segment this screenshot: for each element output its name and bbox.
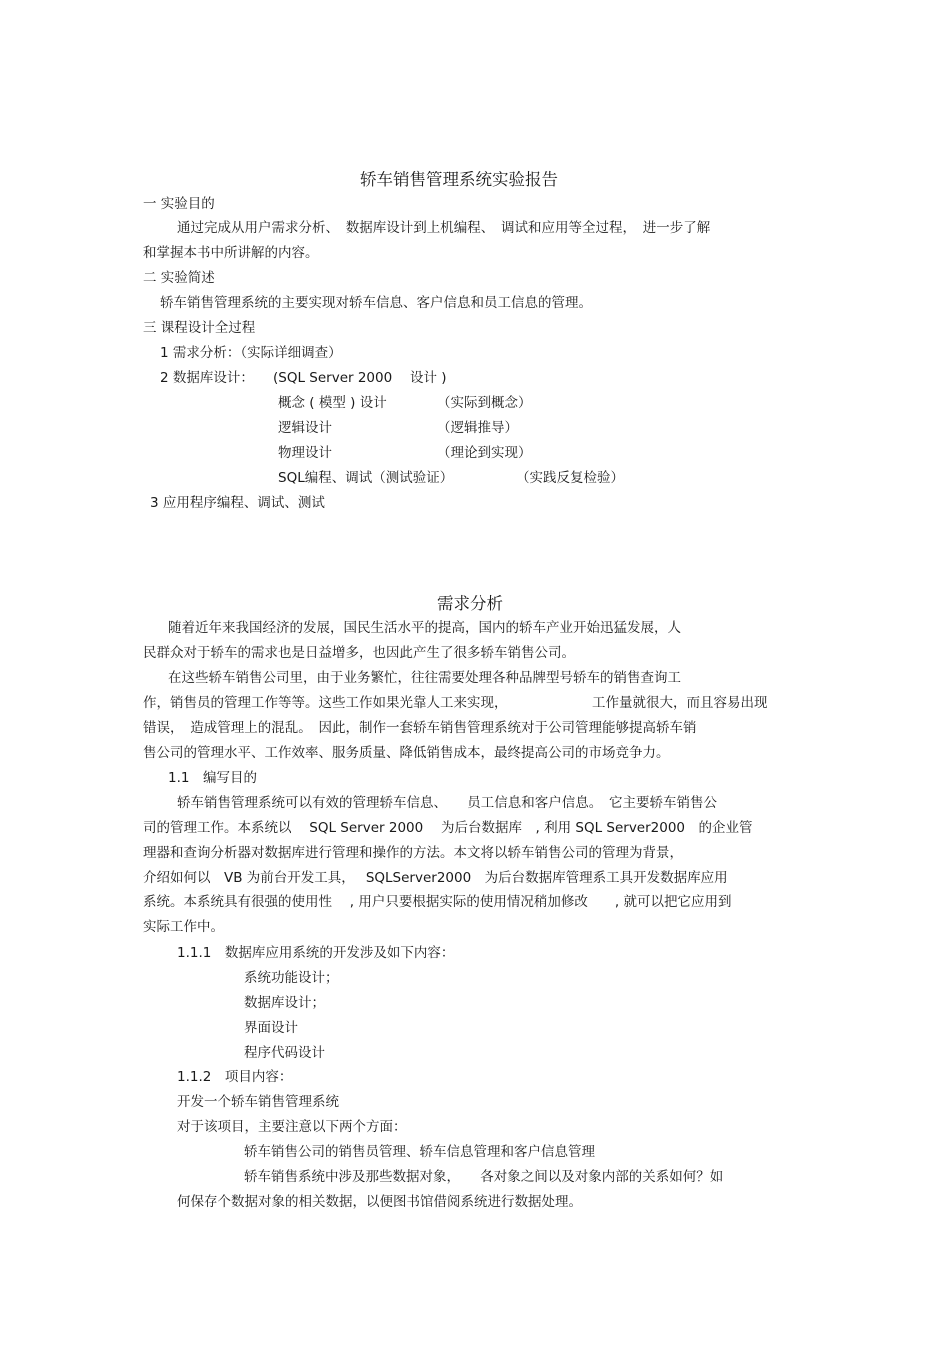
focus-item-2-line-1: 轿车销售系统中涉及那些数据对象， 各对象之间以及对象内部的关系如何？如 xyxy=(244,1169,724,1185)
problem-line-1: 在这些轿车销售公司里，由于业务繁忙，往往需要处理各种品牌型号轿车的销售查询工 xyxy=(168,670,681,686)
design-step-3: 物理设计 xyxy=(278,445,332,461)
content-item-2: 数据库设计； xyxy=(244,995,325,1011)
content-item-4: 程序代码设计 xyxy=(244,1045,325,1061)
design-step-2: 逻辑设计 xyxy=(278,420,332,436)
report-title: 轿车销售管理系统实验报告 xyxy=(360,170,558,189)
project-line-2: 对于该项目，主要注意以下两个方面： xyxy=(177,1119,407,1135)
process-item-1: 1 需求分析：（实际详细调查） xyxy=(160,345,342,361)
problem-line-2a: 作，销售员的管理工作等等。这些工作如果光靠人工来实现， xyxy=(143,695,508,711)
purpose-detail-line-3: 理器和查询分析器对数据库进行管理和操作的方法。本文将以轿车销售公司的管理为背景， xyxy=(143,845,683,861)
focus-item-2-line-2: 何保存个数据对象的相关数据，以便图书馆借阅系统进行数据处理。 xyxy=(177,1194,582,1210)
content-item-3: 界面设计 xyxy=(244,1020,298,1036)
design-step-2-note: （逻辑推导） xyxy=(437,420,518,436)
section-heading-summary: 二 实验简述 xyxy=(143,270,215,286)
summary-line: 轿车销售管理系统的主要实现对轿车信息、客户信息和员工信息的管理。 xyxy=(160,295,592,311)
design-step-3-note: （理论到实现） xyxy=(437,445,532,461)
problem-line-2b: 工作量就很大，而且容易出现 xyxy=(592,695,768,711)
heading-1-1: 1.1 编写目的 xyxy=(168,770,257,786)
content-item-1: 系统功能设计； xyxy=(244,970,339,986)
process-item-2: 2 数据库设计： xyxy=(160,370,254,386)
project-line-1: 开发一个轿车销售管理系统 xyxy=(177,1094,339,1110)
problem-line-3: 错误， 造成管理上的混乱。 因此，制作一套轿车销售管理系统对于公司管理能够提高轿车销 xyxy=(143,720,697,736)
problem-line-4: 售公司的管理水平、工作效率、服务质量、降低销售成本，最终提高公司的市场竞争力。 xyxy=(143,745,670,761)
section-heading-purpose: 一 实验目的 xyxy=(143,196,215,212)
heading-1-1-1: 1.1.1 数据库应用系统的开发涉及如下内容： xyxy=(177,945,455,961)
purpose-detail-line-1: 轿车销售管理系统可以有效的管理轿车信息、 员工信息和客户信息。 它主要轿车销售公 xyxy=(177,795,717,811)
heading-1-1-2: 1.1.2 项目内容： xyxy=(177,1069,293,1085)
purpose-detail-line-4: 介绍如何以 VB 为前台开发工具， SQLServer2000 为后台数据库管理系工具开发数据库应用 xyxy=(143,870,728,886)
requirements-title: 需求分析 xyxy=(437,594,503,613)
purpose-detail-line-2: 司的管理工作。本系统以 SQL Server 2000 为后台数据库 , 利用 SQL Server2000 的企业管 xyxy=(143,820,753,836)
purpose-line-2: 和掌握本书中所讲解的内容。 xyxy=(143,245,319,261)
design-step-1-note: （实际到概念） xyxy=(437,395,532,411)
purpose-line-1: 通过完成从用户需求分析、 数据库设计到上机编程、 调试和应用等全过程， 进一步了解 xyxy=(177,220,711,236)
purpose-detail-line-6: 实际工作中。 xyxy=(143,919,224,935)
design-step-4-note: （实践反复检验） xyxy=(516,470,624,486)
section-heading-process: 三 课程设计全过程 xyxy=(143,320,256,336)
process-item-3: 3 应用程序编程、调试、测试 xyxy=(150,495,325,511)
process-item-2-tool: (SQL Server 2000 设计 ) xyxy=(273,370,447,386)
design-step-4: SQL编程、调试（测试验证） xyxy=(278,470,454,486)
purpose-detail-line-5: 系统。本系统具有很强的使用性 , 用户只要根据实际的使用情况稍加修改 , 就可以把它应用到 xyxy=(143,894,732,910)
intro-line-1: 随着近年来我国经济的发展，国民生活水平的提高，国内的轿车产业开始迅猛发展，人 xyxy=(168,620,681,636)
intro-line-2: 民群众对于轿车的需求也是日益增多，也因此产生了很多轿车销售公司。 xyxy=(143,645,575,661)
focus-item-1: 轿车销售公司的销售员管理、轿车信息管理和客户信息管理 xyxy=(244,1144,595,1160)
design-step-1: 概念 ( 模型 ) 设计 xyxy=(278,395,387,411)
